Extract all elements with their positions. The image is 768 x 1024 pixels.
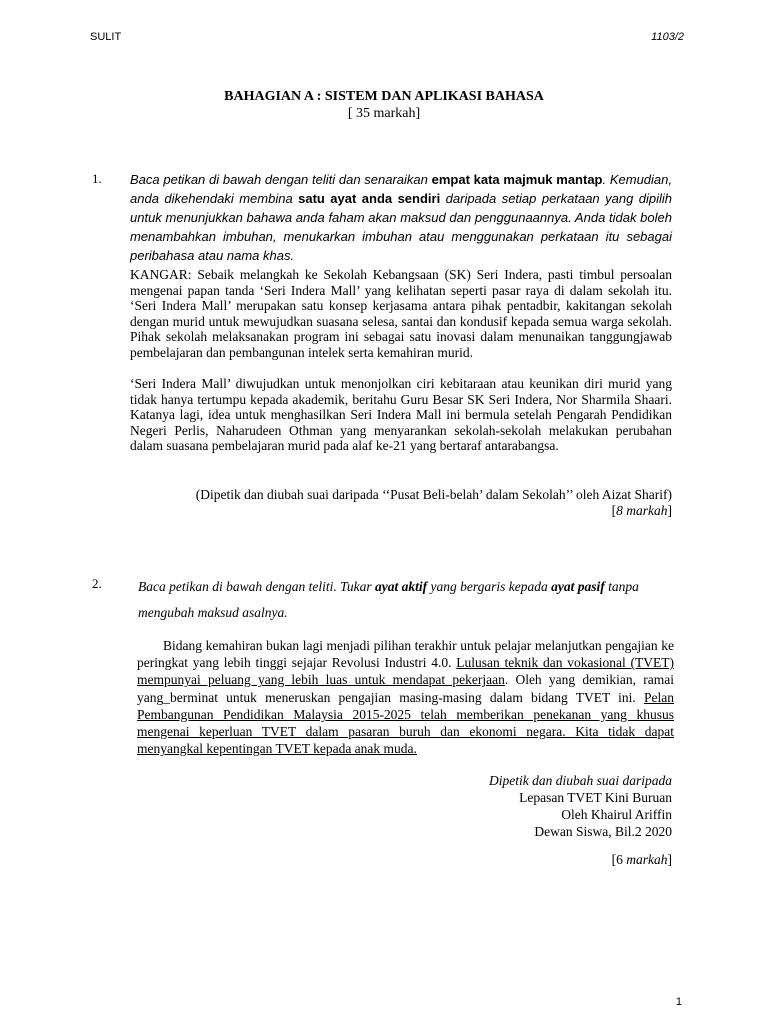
question-2-instruction: Baca petikan di bawah dengan teliti. Tukar ayat aktif yang bergaris kepada ayat pasif tanpa mengubah maksud asalnya. (138, 579, 639, 620)
source-line-1: Dipetik dan diubah suai daripada (489, 773, 672, 788)
source-line-3: Oleh Khairul Ariffin (561, 807, 672, 822)
section-heading (0, 88, 768, 122)
section-title: BAHAGIAN A : SISTEM DAN APLIKASI BAHASA (224, 89, 544, 104)
question-1-number: 1. (92, 171, 102, 186)
section-marks: [ 35 markah] (347, 106, 421, 121)
question-1-passage-paragraph-2: ‘Seri Indera Mall’ diwujudkan untuk menonjolkan ciri kebitaraan atau keunikan diri murid yang tidak hanya tertumpu kepada akademik, beritahu Guru Besar SK Seri Indera, Nor Sharmila Shaari. Katanya lagi, idea untuk menghasilkan Seri Indera Mall ini bermula setelah Pengarah Pendidikan Negeri Perlis, Naharudeen Othman yang menyarankan sekolah-sekolah melakukan perubahan dalam suasana pembelajaran murid pada alaf ke-21 yang bertaraf antarabangsa. (130, 376, 672, 453)
question-2-marks: [6 markah] (611, 852, 672, 867)
header-left-label: SULIT (90, 31, 122, 43)
source-line-2: Lepasan TVET Kini Buruan (519, 790, 672, 805)
question-2-passage: Bidang kemahiran bukan lagi menjadi pilihan terakhir untuk pelajar melanjutkan pengajian ke peringkat yang lebih tinggi sejajar Revolusi Industri 4.0. Lulusan teknik dan vokasional (TVET) mempunyai peluang yang lebih luas untuk mendapat pekerjaan. Oleh yang demikian, ramai yang_berminat untuk meneruskan pengajian masing-masing dalam bidang TVET ini. Pelan Pembangunan Pendidikan Malaysia 2015-2025 telah memberikan penekanan yang khusus mengenai keperluan TVET dalam pasaran buruh dan ekonomi negara. Kita tidak dapat menyangkal kepentingan TVET kepada anak muda. (137, 638, 674, 757)
question-1-source: (Dipetik dan diubah suai daripada ‘‘Pusat Beli-belah’ dalam Sekolah’’ oleh Aizat Sharif) (195, 487, 672, 502)
question-1-passage-paragraph-1: KANGAR: Sebaik melangkah ke Sekolah Kebangsaan (SK) Seri Indera, pasti timbul persoalan mengenai papan tanda ‘Seri Indera Mall’ yang kelihatan seperti pasar raya di dalam sekolah itu. ‘Seri Indera Mall’ merupakan satu konsep kerjasama antara pihak pentadbir, kakitangan sekolah dengan murid untuk mewujudkan suasana selesa, santai dan kondusif kepada semua warga sekolah. Pihak sekolah melaksanakan program ini sebagai satu inovasi dalam menunaikan tanggungjawab pembelajaran dan pembangunan intelek serta kemahiran murid. (130, 267, 672, 360)
underlined-sentence-2: Pelan Pembangunan Pendidikan Malaysia 2015-2025 telah memberikan penekanan yang khusus mengenai keperluan TVET dalam pasaran buruh dan ekonomi negara. Kita tidak dapat menyangkal kepentingan TVET kepada anak muda. (137, 689, 674, 757)
question-1-marks: [8 markah] (611, 503, 672, 518)
header-paper-code: 1103/2 (651, 31, 684, 43)
page-number: 1 (675, 996, 682, 1008)
question-1-instruction: Baca petikan di bawah dengan teliti dan senaraikan empat kata majmuk mantap. Kemudian, anda dikehendaki membina satu ayat anda sendiri daripada setiap perkataan yang dipilih untuk menunjukkan bahawa anda faham akan maksud dan penggunaannya. Anda tidak boleh menambahkan imbuhan, menukarkan imbuhan atau menggunakan perkataan itu sebagai peribahasa atau nama khas. (130, 172, 672, 263)
question-2-emphasis-1: ayat aktif (374, 579, 428, 594)
question-1-emphasis-2: satu ayat anda sendiri (298, 191, 441, 206)
question-2-source (130, 772, 672, 840)
source-line-4: Dewan Siswa, Bil.2 2020 (534, 824, 672, 839)
question-1-emphasis-1: empat kata majmuk mantap (431, 172, 603, 187)
question-2-emphasis-2: ayat pasif (551, 579, 605, 594)
underlined-sentence-1: Lulusan teknik dan vokasional (TVET) mempunyai peluang yang lebih luas untuk mendapat pekerjaan (137, 655, 674, 688)
question-2-number: 2. (92, 576, 102, 591)
